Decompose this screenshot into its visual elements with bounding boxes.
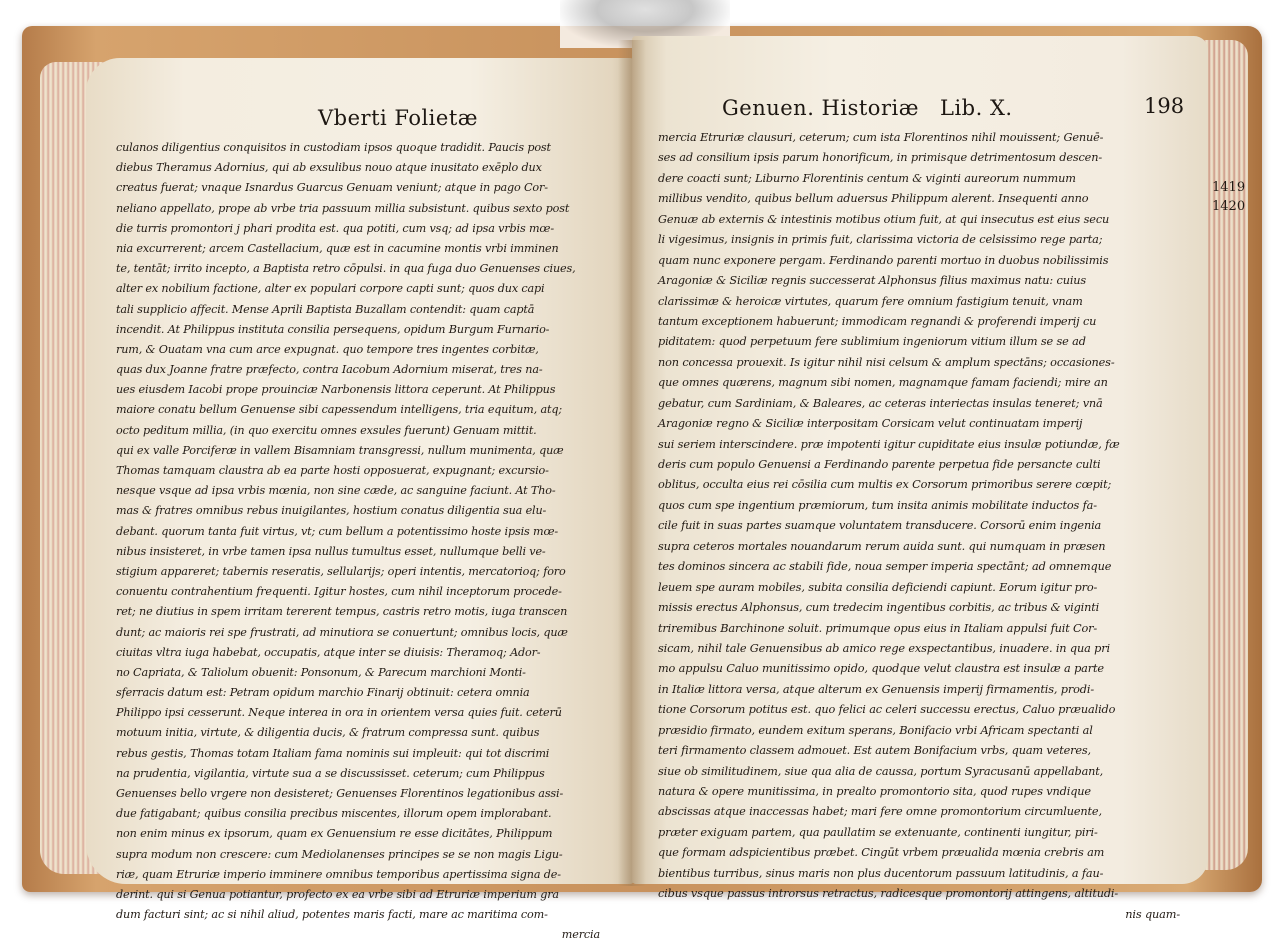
text-line: natura & opere munitissima, in prealto promontorio sita, quod rupes vndique <box>658 785 1091 798</box>
text-line: sicam, nihil tale Genuensibus ab amico rege exspectantibus, inuadere. in qua pri <box>658 641 1110 655</box>
text-line: rebus gestis, Thomas totam Italiam fama nominis sui impleuit: qui tot discrimi <box>116 746 550 760</box>
text-line: nia excurrerent; arcem Castellacium, quæ est in cacumine montis vrbi imminen <box>116 241 559 255</box>
text-line: dum facturi sint; ac si nihil aliud, potentes maris facti, mare ac maritima com- <box>116 908 548 922</box>
right-page <box>632 36 1208 921</box>
text-line: tali supplicio affecit. Mense Aprili Baptista Buzallam contendit: quam captā <box>116 302 535 316</box>
left-page-text <box>116 138 604 946</box>
text-line: cibus vsque passus introrsus retractus, radicesque promontorij attingens, altitudi- <box>658 887 1119 901</box>
text-line: nesque vsque ad ipsa vrbis mœnia, non sine cæde, ac sanguine faciunt. At Tho- <box>116 484 556 498</box>
text-line: culanos diligentius conquisitos in custodiam ipsos quoque tradidit. Paucis post <box>116 141 551 154</box>
text-line: millibus vendito, quibus bellum aduersus Philippum alerent. Insequenti anno <box>658 192 1089 206</box>
text-line: supra modum non crescere: cum Mediolanenses principes se se non magis Ligu- <box>116 847 563 861</box>
text-line: mas & fratres omnibus rebus inuigilantes, hostium conatus diligentia sua elu- <box>116 504 547 518</box>
text-line: no Capriata, & Taliolum obuenit: Ponsonum, & Parecum marchioni Monti- <box>116 665 526 679</box>
text-line: riæ, quam Etruriæ imperio imminere omnibus temporibus apertissima signa de- <box>116 867 561 881</box>
text-line: que omnes quærens, magnum sibi nomen, magnamque famam faciendi; mire an <box>658 376 1108 390</box>
text-line: die turris promontori j phari prodita est. qua potiti, cum vsq; ad ipsa vrbis mœ- <box>116 221 554 235</box>
text-line: Genuæ ab externis & intestinis motibus otium fuit, at qui insecutus est eius secu <box>658 212 1110 226</box>
text-line: ciuitas vltra iuga habebat, occupatis, atque inter se diuisis: Theramoq; Ador- <box>116 645 541 659</box>
text-line: leuem spe auram mobiles, subita consilia deficiendi capiunt. Eorum igitur pro- <box>658 580 1098 594</box>
text-line: mo appulsu Caluo munitissimo opido, quodque velut claustra est insulæ a parte <box>658 662 1104 676</box>
text-line: oblitus, occulta eius rei cōsilia cum multis ex Corsorum primoribus serere cœpit; <box>658 478 1112 492</box>
text-line: triremibus Barchinone soluit. primumque opus eius in Italiam appulsi fuit Cor- <box>658 621 1098 635</box>
text-line: in Italiæ littora versa, atque alterum ex Genuensis imperij firmamentis, prodi- <box>658 682 1094 696</box>
text-line: missis erectus Alphonsus, cum tredecim ingentibus corbitis, ac tribus & viginti <box>658 601 1100 615</box>
text-line: tes dominos sincera ac stabili fide, noua semper imperia spectānt; ad omnemque <box>658 560 1112 574</box>
text-line: præter exiguam partem, qua paullatim se extenuante, continenti iungitur, piri- <box>658 825 1098 839</box>
text-line: non concessa prouexit. Is igitur nihil nisi celsum & amplum spectāns; occasiones- <box>658 355 1115 369</box>
text-line: mercia <box>561 928 600 942</box>
right-page-text <box>658 128 1184 925</box>
right-running-head-title: Genuen. Historiæ <box>722 96 919 120</box>
text-line: nibus insisteret, in vrbe tamen ipsa nullus tumultus esset, nullumque belli ve- <box>116 544 546 558</box>
book-gutter <box>618 40 646 886</box>
text-line: incendit. At Philippus instituta consilia persequens, opidum Burgum Furnario- <box>116 322 550 336</box>
text-line: que formam adspicientibus præbet. Cingūt vrbem præualida mœnia crebris am <box>658 846 1105 860</box>
text-line: ses ad consilium ipsis parum honorificum, in primisque detrimentosum descen- <box>658 151 1103 165</box>
text-line: motuum initia, virtute, & diligentia ducis, & fratrum compressa sunt. quibus <box>116 726 540 740</box>
margin-year-1: 1419 <box>1212 180 1246 195</box>
text-line: diebus Theramus Adornius, qui ab exsulibus nouo atque inusitato exēplo dux <box>116 161 542 175</box>
text-line: cile fuit in suas partes suamque voluntatem transducere. Corsorū enim ingenia <box>658 519 1102 533</box>
text-line: debant. quorum tanta fuit virtus, vt; cum bellum a potentissimo hoste ipsis mœ- <box>116 524 558 538</box>
text-line: qui ex valle Porciferæ in vallem Bisamniam transgressi, nullum munimenta, quæ <box>116 443 564 457</box>
text-line: bientibus turribus, sinus maris non plus ducentorum passuum latitudinis, a fau- <box>658 866 1104 880</box>
text-line: piditatem: quod perpetuum fere sublimium ingeniorum vitium illum se se ad <box>658 335 1086 349</box>
right-running-head-book: Lib. X. <box>940 96 1013 120</box>
text-line: non enim minus ex ipsorum, quam ex Genuensium re esse dicitātes, Philippum <box>116 827 553 841</box>
text-line: Genuenses bello vrgere non desisteret; Genuenses Florentinos legationibus assi- <box>116 787 564 800</box>
text-line: Aragoniæ regno & Siciliæ interpositam Corsicam velut continuatam imperij <box>658 417 1083 431</box>
text-line: derint. qui si Genua potiantur, profecto ex ea vrbe sibi ad Etruriæ imperium gra <box>116 887 559 901</box>
text-line: dunt; ac maioris rei spe frustrati, ad minutiora se conuertunt; omnibus locis, quæ <box>116 625 568 639</box>
margin-year-2: 1420 <box>1212 199 1246 214</box>
text-line: ues eiusdem Iacobi prope prouinciæ Narbonensis littora ceperunt. At Philippus <box>116 383 556 397</box>
text-line: nis quam- <box>1125 907 1180 921</box>
page-number: 198 <box>1144 94 1185 118</box>
text-line: Aragoniæ & Siciliæ regnis successerat Alphonsus filius maximus natu: cuius <box>658 274 1087 288</box>
text-line: stigium appareret; tabernis reseratis, sellularijs; operi intentis, mercatorioq; foro <box>116 564 566 578</box>
text-line: clarissimæ & heroicæ virtutes, quarum fere omnium fastigium tenuit, vnam <box>658 294 1083 308</box>
text-line: quam nunc exponere pergam. Ferdinando parenti mortuo in duobus nobilissimis <box>658 253 1109 267</box>
text-line: mercia Etruriæ clausuri, ceterum; cum ista Florentinos nihil mouissent; Genuē- <box>658 131 1104 144</box>
text-line: præsidio firmato, eundem exitum sperans, Bonifacio vrbi Africam spectanti al <box>658 723 1093 737</box>
text-line: te, tentāt; irrito incepto, a Baptista retro cōpulsi. in qua fuga duo Genuenses ciues, <box>116 262 576 276</box>
text-line: ret; ne diutius in spem irritam tererent tempus, castris retro motis, iuga transcen <box>116 605 568 619</box>
text-line: teri firmamento classem admouet. Est autem Bonifacium vrbs, quam veteres, <box>658 744 1091 758</box>
text-line: supra ceteros mortales nouandarum rerum auida sunt. qui numquam in præsen <box>658 539 1106 553</box>
text-line: na prudentia, vigilantia, virtute sua a se discussisset. ceterum; cum Philippus <box>116 766 545 780</box>
text-line: quas dux Joanne fratre præfecto, contra Iacobum Adornium miserat, tres na- <box>116 363 543 377</box>
text-line: rum, & Ouatam vna cum arce expugnat. quo tempore tres ingentes corbitæ, <box>116 342 539 356</box>
text-line: alter ex nobilium factione, alter ex populari corpore capti sunt; quos dux capi <box>116 282 545 296</box>
text-line: neliano appellato, prope ab vrbe tria passuum millia subsistunt. quibus sexto post <box>116 201 570 215</box>
text-line: siue ob similitudinem, siue qua alia de caussa, portum Syracusanū appellabant, <box>658 764 1104 778</box>
text-line: gebatur, cum Sardiniam, & Baleares, ac ceteras interiectas insulas teneret; vnā <box>658 396 1103 410</box>
text-line: deris cum populo Genuensi a Ferdinando parente perpetua fide persancte culti <box>658 458 1101 471</box>
text-line: sui seriem interscindere. præ impotenti igitur cupiditate eius insulæ potiundæ, fæ <box>658 437 1120 451</box>
text-line: conuentu contrahentium frequenti. Igitur hostes, cum nihil inceptorum procede- <box>116 585 562 599</box>
left-running-head: Vberti Folietæ <box>318 106 479 130</box>
text-line: li vigesimus, insignis in primis fuit, clarissima victoria de celsissimo rege parta; <box>658 233 1103 247</box>
text-line: Philippo ipsi cesserunt. Neque interea in ora in orientem versa quies fuit. ceterū <box>116 706 562 720</box>
text-line: sferracis datum est: Petram opidum marchio Finarij obtinuit: cetera omnia <box>116 686 530 700</box>
text-line: octo peditum millia, (in quo exercitu omnes exsules fuerunt) Genuam mittit. <box>116 423 537 437</box>
text-line: abscissas atque inaccessas habet; mari fere omne promontorium circumluente, <box>658 805 1102 819</box>
text-line: tantum exceptionem habuerunt; immodicam regnandi & proferendi imperij cu <box>658 314 1097 328</box>
text-line: tione Corsorum potitus est. quo felici ac celeri successu erectus, Caluo præualido <box>658 703 1116 717</box>
text-line: quos cum spe ingentium præmiorum, tum insita animis mobilitate inductos fa- <box>658 498 1097 512</box>
text-line: Thomas tamquam claustra ab ea parte hosti opposuerat, expugnant; excursio- <box>116 464 549 477</box>
left-page <box>86 58 634 942</box>
text-line: creatus fuerat; vnaque Isnardus Guarcus Genuam veniunt; atque in pago Cor- <box>116 181 548 195</box>
text-line: dere coacti sunt; Liburno Florentinis centum & viginti aureorum nummum <box>658 171 1076 185</box>
text-line: due fatigabant; quibus consilia precibus miscentes, illorum opem implorabant. <box>116 807 552 821</box>
text-line: maiore conatu bellum Genuense sibi capessendum intelligens, tria equitum, atq; <box>116 403 562 417</box>
